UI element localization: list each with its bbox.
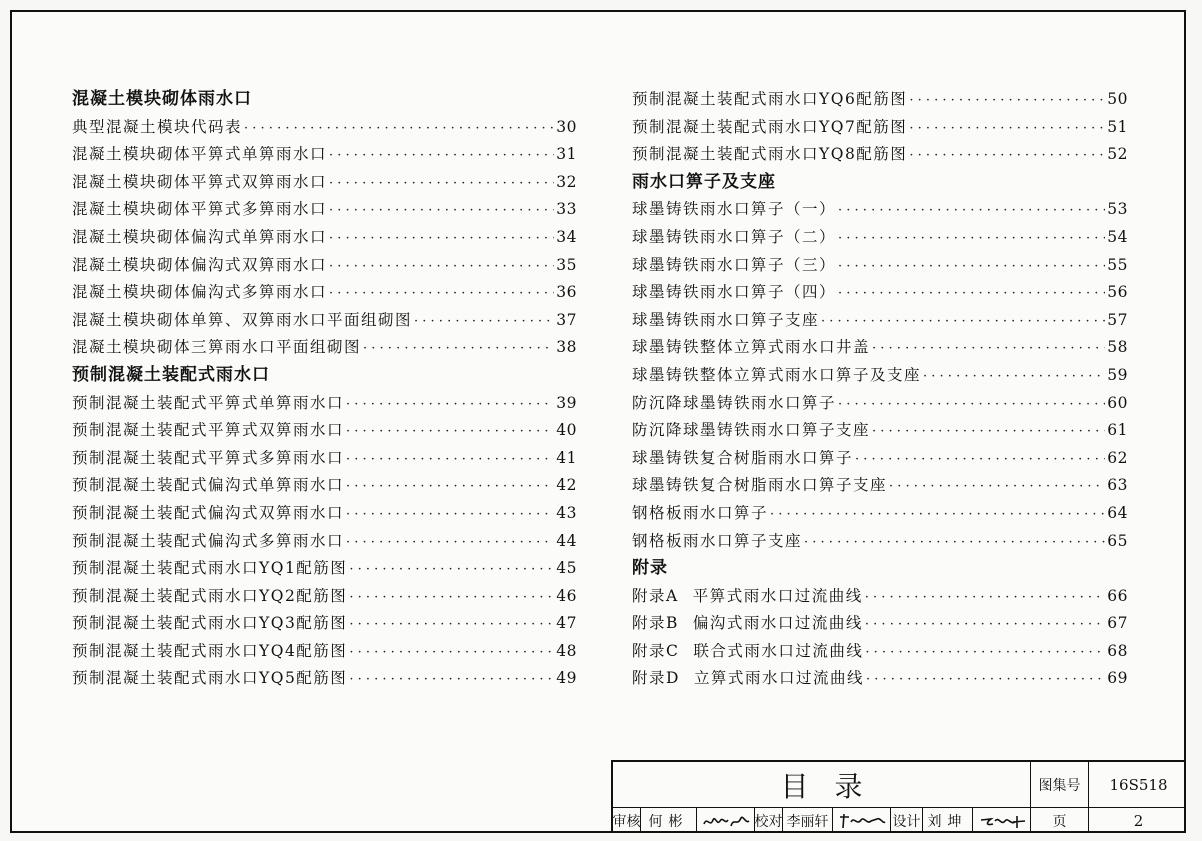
toc-entry-title xyxy=(72,638,347,666)
dot-leader xyxy=(923,363,1105,391)
toc-page-number: 51 xyxy=(1107,117,1128,136)
dot-leader xyxy=(349,584,554,612)
toc-entry-title xyxy=(632,610,863,638)
toc-right-column xyxy=(632,86,1128,693)
title-block xyxy=(611,760,1186,833)
toc-entry-text: 联合式雨水口过流曲线 xyxy=(693,641,864,660)
title-cell xyxy=(613,762,1031,807)
toc-entry-prefix: 附录A xyxy=(632,586,679,605)
toc-entry-text: 防沉降球墨铸铁雨水口箅子支座 xyxy=(632,421,871,440)
toc-entry-text: 典型混凝土模块代码表 xyxy=(72,117,243,136)
toc-page-number: 58 xyxy=(1107,338,1128,357)
toc-entry-title xyxy=(632,445,853,473)
toc-entry-text: 预制混凝土装配式偏沟式单箅雨水口 xyxy=(72,476,345,495)
toc-entry-title xyxy=(72,555,347,583)
toc-page-number: 68 xyxy=(1107,641,1128,660)
page-label: 页 xyxy=(1031,808,1089,833)
toc-entry-title xyxy=(632,196,836,224)
dot-leader xyxy=(346,446,554,474)
toc-entry-title xyxy=(72,500,344,528)
toc-page-number: 57 xyxy=(1107,310,1128,329)
design-label: 设计 xyxy=(891,808,923,833)
dot-leader xyxy=(346,529,554,557)
toc-entry-title xyxy=(72,334,361,362)
toc-left-column xyxy=(72,86,577,693)
toc-page-number: 67 xyxy=(1107,614,1128,633)
toc-entry-title xyxy=(632,417,870,445)
dot-leader xyxy=(838,253,1105,281)
dot-leader xyxy=(346,501,554,529)
toc-entry xyxy=(632,307,1128,335)
toc-section-heading: 预制混凝土装配式雨水口 xyxy=(72,364,270,385)
toc-entry xyxy=(72,114,577,142)
dot-leader xyxy=(909,142,1105,170)
toc-page-number: 60 xyxy=(1107,393,1128,412)
toc-entry xyxy=(72,528,577,556)
toc-entry-title xyxy=(632,86,907,114)
dot-leader xyxy=(838,280,1105,308)
toc-page-number: 53 xyxy=(1107,200,1128,219)
toc-entry-text: 立箅式雨水口过流曲线 xyxy=(693,669,864,688)
dot-leader xyxy=(865,611,1105,639)
toc-entry-title xyxy=(72,472,344,500)
toc-entry-title xyxy=(632,362,921,390)
toc-page-number: 35 xyxy=(556,255,577,274)
dot-leader xyxy=(821,308,1105,336)
dot-leader xyxy=(329,253,554,281)
toc-entry-text: 预制混凝土装配式雨水口YQ2配筋图 xyxy=(72,586,348,605)
toc-entry-title xyxy=(72,390,344,418)
toc-page-number: 30 xyxy=(556,117,577,136)
toc-page-number: 69 xyxy=(1107,669,1128,688)
dot-leader xyxy=(349,556,554,584)
toc-page-number: 31 xyxy=(556,145,577,164)
toc-entry xyxy=(632,86,1128,114)
toc-entry-text: 混凝土模块砌体平箅式单箅雨水口 xyxy=(72,145,328,164)
toc-entry-text: 球墨铸铁整体立箅式雨水口井盖 xyxy=(632,338,871,357)
toc-section-heading: 附录 xyxy=(632,558,668,579)
dot-leader xyxy=(329,170,554,198)
toc-entry-text: 钢格板雨水口箅子支座 xyxy=(632,531,803,550)
dot-leader xyxy=(865,584,1106,612)
dot-leader xyxy=(838,197,1105,225)
toc-entry-title xyxy=(72,252,327,280)
toc-entry-title xyxy=(632,141,907,169)
toc-entry xyxy=(632,252,1128,280)
toc-entry-text: 混凝土模块砌体偏沟式单箅雨水口 xyxy=(72,227,328,246)
toc-page-number: 59 xyxy=(1107,365,1128,384)
dot-leader xyxy=(349,639,554,667)
toc-entry-text: 球墨铸铁雨水口箅子（四） xyxy=(632,283,837,302)
toc-entry xyxy=(72,390,577,418)
reviewer-name: 何彬 xyxy=(641,808,697,833)
toc-entry-text: 预制混凝土装配式雨水口YQ1配筋图 xyxy=(72,559,348,578)
toc-entry-prefix: 附录C xyxy=(632,641,680,660)
toc-entry-text: 预制混凝土装配式雨水口YQ7配筋图 xyxy=(632,117,908,136)
toc-entry xyxy=(72,224,577,252)
toc-entry xyxy=(72,307,577,335)
toc-entry-text: 预制混凝土装配式雨水口YQ4配筋图 xyxy=(72,641,348,660)
dot-leader xyxy=(804,529,1105,557)
toc-page-number: 62 xyxy=(1107,448,1128,467)
toc-page-number: 46 xyxy=(556,586,577,605)
dot-leader xyxy=(329,142,554,170)
toc-page-number: 39 xyxy=(556,393,577,412)
toc-entry-title xyxy=(632,390,836,418)
dot-leader xyxy=(329,280,554,308)
toc-page-number: 61 xyxy=(1107,421,1128,440)
toc-entry xyxy=(632,500,1128,528)
toc-entry-text: 球墨铸铁复合树脂雨水口箅子支座 xyxy=(632,476,888,495)
toc-entry xyxy=(72,252,577,280)
dot-leader xyxy=(838,391,1105,419)
toc-entry-title xyxy=(632,224,836,252)
toc-page-number: 65 xyxy=(1107,531,1128,550)
toc-entry-title xyxy=(72,610,347,638)
toc-entry-text: 混凝土模块砌体平箅式多箅雨水口 xyxy=(72,200,328,219)
toc-page-number: 32 xyxy=(556,172,577,191)
toc-section-heading: 雨水口箅子及支座 xyxy=(632,171,776,192)
toc-entry-prefix: 附录D xyxy=(632,669,680,688)
designer-name: 刘坤 xyxy=(923,808,973,833)
toc-page-number: 54 xyxy=(1107,227,1128,246)
toc-entry-text: 球墨铸铁雨水口箅子（二） xyxy=(632,227,837,246)
toc-page-number: 47 xyxy=(556,614,577,633)
dot-leader xyxy=(349,666,554,694)
toc-page-number: 66 xyxy=(1107,586,1128,605)
toc-entry-text: 预制混凝土装配式雨水口YQ6配筋图 xyxy=(632,90,908,108)
toc-entry xyxy=(72,141,577,169)
toc-entry-text: 预制混凝土装配式偏沟式双箅雨水口 xyxy=(72,503,345,522)
toc-entry-title xyxy=(72,114,242,142)
toc-page-number: 45 xyxy=(556,559,577,578)
toc-section-heading: 混凝土模块砌体雨水口 xyxy=(72,89,252,109)
dot-leader xyxy=(865,639,1105,667)
toc-entry-text: 预制混凝土装配式雨水口YQ3配筋图 xyxy=(72,614,348,633)
toc-entry-title xyxy=(632,665,864,693)
toc-entry xyxy=(72,417,577,445)
toc-entry xyxy=(632,141,1128,169)
toc-page-number: 40 xyxy=(556,421,577,440)
toc-entry xyxy=(72,583,577,611)
toc-page-number: 48 xyxy=(556,641,577,660)
toc-page-number: 42 xyxy=(556,476,577,495)
toc-entry-text: 混凝土模块砌体偏沟式多箅雨水口 xyxy=(72,283,328,302)
toc-entry-text: 混凝土模块砌体偏沟式双箅雨水口 xyxy=(72,255,328,274)
dot-leader xyxy=(872,335,1105,363)
atlas-no-label: 图集号 xyxy=(1031,762,1089,807)
toc-entry xyxy=(72,638,577,666)
dot-leader xyxy=(872,418,1105,446)
toc-entry xyxy=(632,114,1128,142)
toc-entry-title xyxy=(632,279,836,307)
review-label: 审核 xyxy=(613,808,641,833)
toc-entry-title xyxy=(72,583,347,611)
toc-page-number: 38 xyxy=(556,338,577,357)
toc-entry-text: 混凝土模块砌体三箅雨水口平面组砌图 xyxy=(72,338,362,357)
toc-entry xyxy=(72,472,577,500)
dot-leader xyxy=(866,666,1105,694)
toc-page-number: 55 xyxy=(1107,255,1128,274)
toc-entry-title xyxy=(72,169,327,197)
toc-entry-title xyxy=(632,583,863,611)
toc-entry-title xyxy=(72,528,344,556)
checker-name: 李丽轩 xyxy=(783,808,833,833)
dot-leader xyxy=(329,197,554,225)
toc-entry-title xyxy=(72,196,327,224)
toc-entry-text: 预制混凝土装配式平箅式单箅雨水口 xyxy=(72,393,345,412)
dot-leader xyxy=(889,473,1105,501)
check-label: 校对 xyxy=(755,808,783,833)
toc-entry xyxy=(632,665,1128,693)
toc-entry-text: 平箅式雨水口过流曲线 xyxy=(692,586,863,605)
toc-entry-text: 预制混凝土装配式雨水口YQ5配筋图 xyxy=(72,669,348,688)
toc-entry xyxy=(72,610,577,638)
toc-entry-title xyxy=(632,472,887,500)
toc-entry-title xyxy=(72,141,327,169)
toc-page-number: 34 xyxy=(556,227,577,246)
toc-entry-title xyxy=(72,417,344,445)
toc-page-number: 63 xyxy=(1107,476,1128,495)
toc-entry xyxy=(72,196,577,224)
toc-page-number: 64 xyxy=(1107,503,1128,522)
toc-page-number: 37 xyxy=(556,310,577,329)
toc-entry-text: 防沉降球墨铸铁雨水口箅子 xyxy=(632,393,837,412)
toc-entry xyxy=(632,362,1128,390)
page-title: 目录 xyxy=(780,769,889,803)
reviewer-signature xyxy=(697,808,755,833)
toc-entry-title xyxy=(72,224,327,252)
toc-page-number: 44 xyxy=(556,531,577,550)
toc-entry xyxy=(72,169,577,197)
dot-leader xyxy=(349,611,554,639)
toc-entry xyxy=(72,500,577,528)
toc-entry xyxy=(632,390,1128,418)
dot-leader xyxy=(770,501,1105,529)
toc-entry-title xyxy=(72,665,347,693)
toc-entry xyxy=(632,638,1128,666)
toc-entry-title xyxy=(632,528,802,556)
dot-leader xyxy=(855,446,1105,474)
atlas-no: 16S518 xyxy=(1109,775,1168,794)
toc-page-number: 43 xyxy=(556,503,577,522)
toc-page-number: 50 xyxy=(1107,90,1128,108)
toc-entry-text: 球墨铸铁复合树脂雨水口箅子 xyxy=(632,448,854,467)
toc-page-number: 56 xyxy=(1107,283,1128,302)
toc-entry xyxy=(632,610,1128,638)
toc-entry-text: 预制混凝土装配式偏沟式多箅雨水口 xyxy=(72,531,345,550)
toc-entry-title xyxy=(632,114,907,142)
toc-entry xyxy=(72,445,577,473)
toc-entry-text: 偏沟式雨水口过流曲线 xyxy=(692,614,863,633)
toc-entry xyxy=(72,665,577,693)
toc-page-number: 49 xyxy=(556,669,577,688)
toc-entry-text: 预制混凝土装配式雨水口YQ8配筋图 xyxy=(632,145,908,164)
dot-leader xyxy=(346,391,554,419)
dot-leader xyxy=(329,225,554,253)
toc-entry xyxy=(632,224,1128,252)
toc-entry-text: 混凝土模块砌体平箅式双箅雨水口 xyxy=(72,172,328,191)
toc-entry-text: 预制混凝土装配式平箅式双箅雨水口 xyxy=(72,421,345,440)
dot-leader xyxy=(244,115,554,143)
toc-entry xyxy=(632,528,1128,556)
toc-entry-prefix: 附录B xyxy=(632,614,679,633)
toc-entry-text: 球墨铸铁整体立箅式雨水口箅子及支座 xyxy=(632,365,922,384)
toc-entry-title xyxy=(72,279,327,307)
toc-entry xyxy=(72,555,577,583)
dot-leader xyxy=(346,473,554,501)
toc-entry-title xyxy=(632,252,836,280)
toc-entry-text: 钢格板雨水口箅子 xyxy=(632,503,769,522)
toc-entry xyxy=(632,445,1128,473)
toc-entry xyxy=(632,196,1128,224)
toc-entry-title xyxy=(632,500,768,528)
dot-leader xyxy=(909,87,1105,115)
dot-leader xyxy=(909,115,1105,143)
dot-leader xyxy=(363,335,554,363)
checker-signature xyxy=(833,808,891,833)
toc-entry xyxy=(72,279,577,307)
toc-entry-title xyxy=(72,307,412,335)
dot-leader xyxy=(838,225,1105,253)
toc-entry xyxy=(632,334,1128,362)
toc-entry-title xyxy=(72,445,344,473)
toc-entry-text: 球墨铸铁雨水口箅子支座 xyxy=(632,310,820,329)
page-number: 2 xyxy=(1133,811,1144,830)
toc-entry-title xyxy=(632,638,863,666)
toc-entry xyxy=(632,417,1128,445)
toc-page-number: 33 xyxy=(556,200,577,219)
dot-leader xyxy=(346,418,554,446)
toc-entry xyxy=(72,334,577,362)
toc-entry xyxy=(632,279,1128,307)
toc-entry xyxy=(632,472,1128,500)
dot-leader xyxy=(414,308,554,336)
toc-page-number: 36 xyxy=(556,283,577,302)
toc-entry-text: 球墨铸铁雨水口箅子（三） xyxy=(632,255,837,274)
toc-entry xyxy=(632,583,1128,611)
toc-entry-title xyxy=(632,334,870,362)
toc-entry-text: 混凝土模块砌体单箅、双箅雨水口平面组砌图 xyxy=(72,310,413,329)
toc-entry-text: 预制混凝土装配式平箅式多箅雨水口 xyxy=(72,448,345,467)
toc-entry-title xyxy=(632,307,819,335)
designer-signature xyxy=(973,808,1031,833)
toc-entry-text: 球墨铸铁雨水口箅子（一） xyxy=(632,200,837,219)
toc-page-number: 52 xyxy=(1107,145,1128,164)
toc-page-number: 41 xyxy=(556,448,577,467)
